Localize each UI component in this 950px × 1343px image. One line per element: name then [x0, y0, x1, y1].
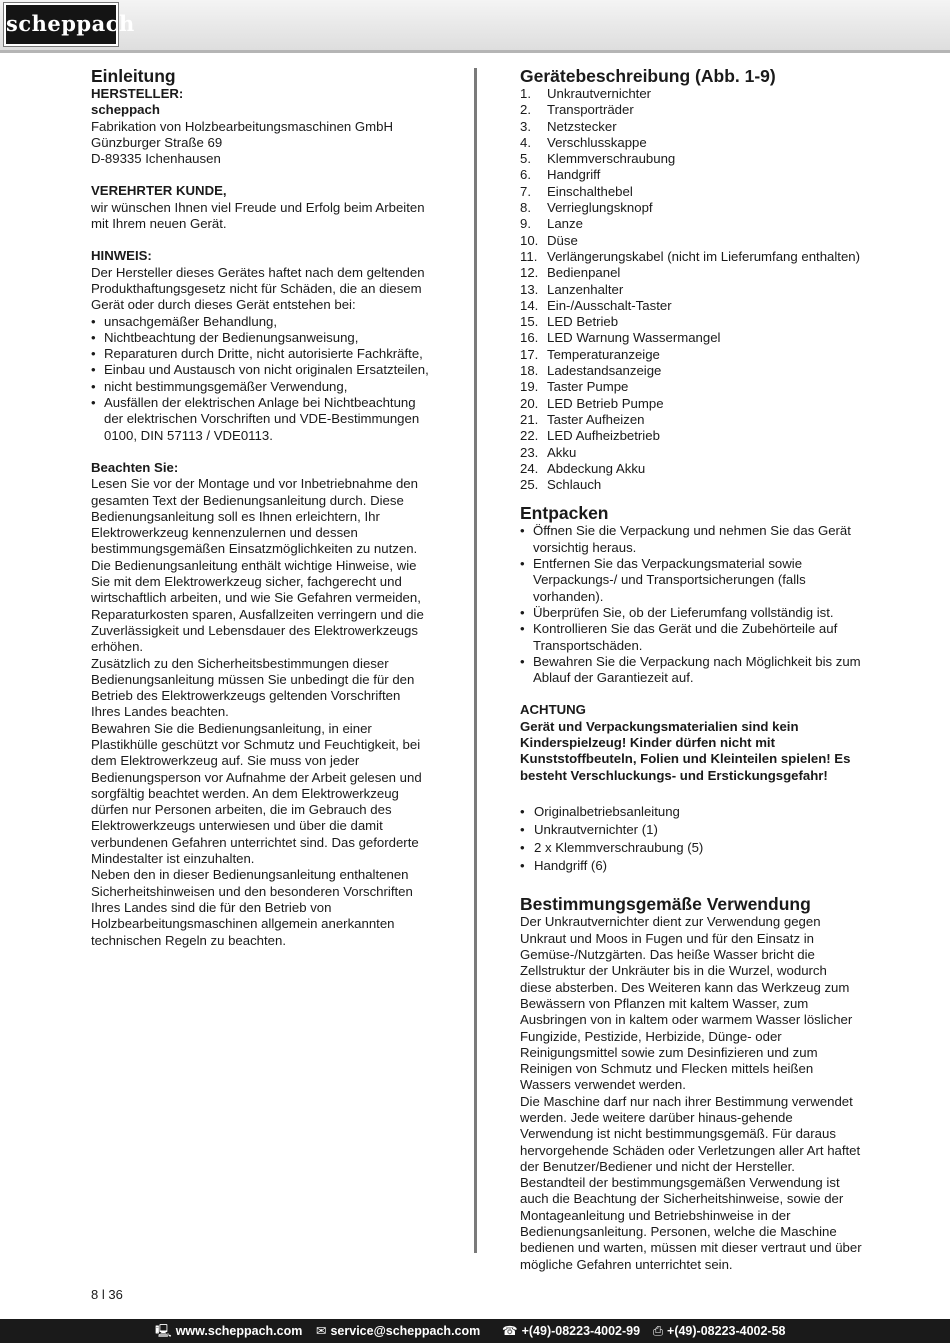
part-label: Transporträder [547, 102, 634, 118]
observe-paragraph: Zusätzlich zu den Sicherheitsbestimmungen dieser Bedienungsanleitung müssen Sie unbedingt die für den Betrieb des Elektrowerkzeugs geltenden Vorschriften Ihres Landes beachten. [91, 655, 415, 720]
customer-label: VEREHRTER KUNDE, [91, 183, 227, 199]
part-number: 2. [520, 102, 531, 118]
page-header [0, 0, 950, 53]
part-label: Verschlusskappe [547, 134, 647, 150]
part-item [520, 314, 862, 330]
manufacturer-label: HERSTELLER: [91, 86, 184, 101]
list-item: • Nichtbeachtung der Bedienungsanweisung, [91, 330, 431, 346]
part-item [520, 216, 862, 232]
footer-website[interactable]: 🖳 www.scheppach.com [155, 1324, 303, 1338]
part-number: 18. [520, 363, 539, 379]
phone-icon: ☎ [502, 1324, 518, 1338]
list-item: • Kontrollieren Sie das Gerät und die Zubehörteile auf Transportschäden. [520, 621, 862, 654]
observe-label: Beachten Sie: [91, 459, 179, 475]
list-item: • Einbau und Austausch von nicht originalen Ersatzteilen, [91, 362, 431, 378]
attention-label: ACHTUNG [520, 702, 586, 718]
footer-email[interactable]: ✉ service@scheppach.com [316, 1324, 481, 1338]
part-label: Schlauch [547, 477, 602, 493]
manufacturer-line: Günzburger Straße 69 [91, 134, 223, 150]
list-item: • 2 x Klemmverschraubung (5) [520, 840, 862, 856]
part-item [520, 200, 862, 216]
part-label: Düse [547, 232, 578, 248]
part-number: 16. [520, 330, 539, 346]
part-item [520, 282, 862, 298]
part-label: Akku [547, 444, 577, 460]
brand-logo: scheppach [4, 3, 118, 46]
part-item [520, 347, 862, 363]
part-label: Taster Pumpe [547, 379, 629, 395]
part-number: 10. [520, 232, 539, 248]
part-number: 23. [520, 444, 539, 460]
part-item [520, 233, 862, 249]
part-item [520, 428, 862, 444]
attention-text: Gerät und Verpackungsmaterialien sind kein Kinderspielzeug! Kinder dürfen nicht mit Kunststoffbeuteln, Folien und Kleinteilen spielen! Es besteht Verschluckungs- und Erstickungsgefahr! [520, 718, 851, 783]
right-column [520, 66, 862, 1273]
manufacturer-line: Fabrikation von Holzbearbeitungsmaschinen GmbH [91, 118, 393, 134]
note-list [91, 314, 431, 444]
list-item: • Öffnen Sie die Verpackung und nehmen Sie das Gerät vorsichtig heraus. [520, 523, 862, 556]
manufacturer-name: scheppach [91, 102, 160, 118]
part-number: 22. [520, 428, 539, 444]
part-number: 9. [520, 216, 531, 232]
section-title-unpacking: Entpacken [520, 503, 609, 524]
fax-icon: ⎙ [653, 1324, 664, 1338]
list-item: • Bewahren Sie die Verpackung nach Möglichkeit bis zum Ablauf der Garantiezeit auf. [520, 654, 862, 687]
part-label: Lanze [547, 216, 583, 232]
part-number: 24. [520, 460, 539, 476]
list-item: • Ausfällen der elektrischen Anlage bei Nichtbeachtung der elektrischen Vorschriften und VDE-Bestimmungen 0100, DIN 57113 / VDE0113. [91, 395, 431, 444]
column-divider [474, 68, 477, 1253]
part-label: LED Betrieb [547, 314, 619, 330]
use-paragraph: Der Unkrautvernichter dient zur Verwendung gegen Unkraut und Moos in Fugen und für den Einsatz in Gemüse-/Nutzgärten. Das heiße Wasser bricht die Zellstruktur der Unkräuter bis in die Wurzel, wodurch diese absterben. Des Weiteren kann das Werkzeug zum Bewässern von Pflanzen mit kaltem Wasser, zum Ausbringen von in kaltem oder warmem Wasser löslicher Fungizide, Pestizide, Herbizide, Dünge- oder Reinigungsmittel sowie zum Desinfizieren und zum Reinigen von Schmutz und Flecken mittels heißen Wassers verwendet werden. [520, 914, 853, 1093]
list-item: • nicht bestimmungsgemäßer Verwendung, [91, 379, 431, 395]
mail-icon: ✉ [316, 1324, 327, 1338]
use-paragraph: Bestandteil der bestimmungsgemäßen Verwendung ist auch die Beachtung der Sicherheitshinweise, sowie der Montageanleitung und Betriebshinweise in der Bedienungsanleitung. Personen, welche die Maschine bedienen und warten, müssen mit dieser vertraut und über mögliche Gefahren unterrichtet sein. [520, 1175, 862, 1272]
part-item [520, 102, 862, 118]
part-label: Bedienpanel [547, 265, 621, 281]
part-item [520, 412, 862, 428]
part-number: 7. [520, 183, 531, 199]
manufacturer-line: D-89335 Ichenhausen [91, 151, 221, 167]
observe-paragraph: Bewahren Sie die Bedienungsanleitung, in einer Plastikhülle geschützt vor Schmutz und Feuchtigkeit, bei dem Elektrowerkzeug auf. Sie muss von jeder Bedienungsperson vor Aufnahme der Arbeit gelesen und sorgfältig beachtet werden. An dem Elektrowerkzeug dürfen nur Personen arbeiten, die im Gebrauch des Elektrowerkzeugs unterwiesen und über die damit verbundenen Gefahren unterrichtet sind. Das geforderte Mindestalter ist einzuhalten. [91, 720, 422, 867]
part-label: Lanzenhalter [547, 281, 624, 297]
part-number: 15. [520, 314, 539, 330]
part-label: Verrieglungsknopf [547, 200, 653, 216]
part-item [520, 445, 862, 461]
part-item [520, 265, 862, 281]
part-number: 20. [520, 395, 539, 411]
part-item [520, 151, 862, 167]
left-column [91, 66, 431, 949]
part-label: Ein-/Ausschalt-Taster [547, 297, 672, 313]
list-item: • Entfernen Sie das Verpackungsmaterial sowie Verpackungs-/ und Transportsicherungen (falls vorhanden). [520, 556, 862, 605]
part-number: 11. [520, 248, 538, 264]
part-item [520, 298, 862, 314]
list-item: • Reparaturen durch Dritte, nicht autorisierte Fachkräfte, [91, 346, 431, 362]
footer-fax: ⎙ +(49)-08223-4002-58 [653, 1324, 786, 1338]
part-label: Ladestandsanzeige [547, 363, 662, 379]
list-item: • Originalbetriebsanleitung [520, 804, 862, 820]
part-number: 3. [520, 118, 531, 134]
list-item: • Unkrautvernichter (1) [520, 822, 862, 838]
observe-paragraph: Die Bedienungsanleitung enthält wichtige Hinweise, wie Sie mit dem Elektrowerkzeug sicher, fachgerecht und wirtschaftlich arbeiten, und wie Sie Gefahren vermeiden, Reparaturkosten sparen, Ausfallzeiten verringern und die Zuverlässigkeit und Lebensdauer des Elektrowerkzeugs erhöhen. [91, 557, 424, 655]
part-number: 25. [520, 477, 539, 493]
part-label: LED Aufheizbetrieb [547, 428, 660, 444]
list-item: • Handgriff (6) [520, 858, 862, 874]
section-title-description: Gerätebeschreibung (Abb. 1-9) [520, 66, 776, 86]
part-item [520, 477, 862, 493]
unpack-list [520, 523, 862, 686]
part-number: 6. [520, 167, 531, 183]
part-item [520, 249, 862, 265]
observe-paragraph: Lesen Sie vor der Montage und vor Inbetriebnahme den gesamten Text der Bedienungsanleitung durch. Diese Bedienungsanleitung soll es Ihnen erleichtern, Ihr Elektrowerkzeug kennenzulernen und dessen bestimmungsgemäßen Einsatzmöglichkeiten zu nutzen. [91, 476, 418, 557]
part-number: 21. [520, 411, 539, 427]
part-label: Taster Aufheizen [547, 411, 645, 427]
part-number: 1. [520, 86, 531, 101]
part-number: 19. [520, 379, 539, 395]
part-label: Klemmverschraubung [547, 151, 676, 167]
part-number: 4. [520, 134, 531, 150]
note-text: Der Hersteller dieses Gerätes haftet nach dem geltenden Produkthaftungsgesetz nicht für Schäden, die an diesem Gerät oder durch dieses Gerät entstehen bei: [91, 264, 425, 313]
part-item [520, 135, 862, 151]
computer-icon: 🖳 [155, 1324, 172, 1338]
note-label: HINWEIS: [91, 248, 152, 264]
part-label: LED Betrieb Pumpe [547, 395, 664, 411]
part-label: Temperaturanzeige [547, 346, 660, 362]
part-item [520, 184, 862, 200]
part-item [520, 363, 862, 379]
part-label: LED Warnung Wassermangel [547, 330, 721, 346]
part-label: Einschalthebel [547, 183, 633, 199]
part-label: Abdeckung Akku [547, 460, 646, 476]
page-number: 8 l 36 [91, 1287, 123, 1302]
part-number: 17. [520, 346, 539, 362]
use-paragraph: Die Maschine darf nur nach ihrer Bestimmung verwendet werden. Jede weitere darüber hinaus-gehende Verwendung ist nicht bestimmungsgemäß. Für daraus hervorgehende Schäden oder Verletzungen aller Art haftet der Benutzer/Bediener und nicht der Hersteller. [520, 1093, 861, 1174]
part-number: 12. [520, 265, 539, 281]
scope-list [520, 804, 862, 874]
customer-text: wir wünschen Ihnen viel Freude und Erfolg beim Arbeiten mit Ihrem neuen Gerät. [91, 199, 425, 232]
part-label: Handgriff [547, 167, 601, 183]
part-item [520, 167, 862, 183]
part-number: 14. [520, 297, 539, 313]
part-item [520, 86, 862, 102]
section-title-introduction: Einleitung [91, 66, 176, 86]
part-number: 5. [520, 151, 531, 167]
observe-paragraph: Neben den in dieser Bedienungsanleitung enthaltenen Sicherheitshinweisen und den besonderen Vorschriften Ihres Landes sind die für den Betrieb von Holzbearbeitungsmaschinen allgemein anerkannten technischen Regeln zu beachten. [91, 867, 413, 948]
page-footer [0, 1319, 950, 1343]
parts-list [520, 86, 862, 493]
section-title-intended-use: Bestimmungsgemäße Verwendung [520, 894, 811, 915]
part-item [520, 396, 862, 412]
part-label: Verlängerungskabel (nicht im Lieferumfang enthalten) [547, 248, 861, 264]
list-item: • unsachgemäßer Behandlung, [91, 314, 431, 330]
part-item [520, 379, 862, 395]
part-item [520, 119, 862, 135]
part-item [520, 461, 862, 477]
footer-phone: ☎ +(49)-08223-4002-99 [502, 1324, 641, 1338]
part-label: Unkrautvernichter [547, 86, 652, 101]
list-item: • Überprüfen Sie, ob der Lieferumfang vollständig ist. [520, 605, 862, 621]
part-item [520, 330, 862, 346]
part-number: 13. [520, 281, 539, 297]
part-label: Netzstecker [547, 118, 617, 134]
part-number: 8. [520, 200, 531, 216]
